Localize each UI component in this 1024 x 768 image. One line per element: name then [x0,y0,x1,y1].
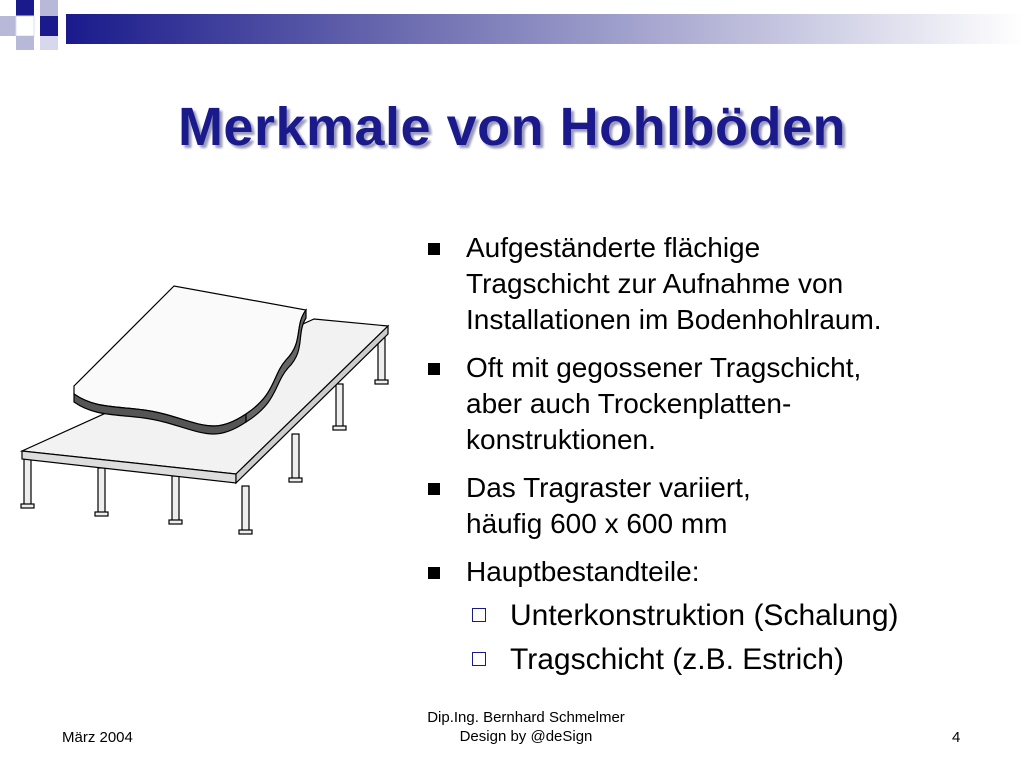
footer-page-number: 4 [952,729,961,746]
sub-bullet-text: Tragschicht (z.B. Estrich) [510,643,844,676]
bullet-item [426,230,1006,338]
bullet-text: Aufgeständerte flächige Tragschicht zur Aufnahme von Installationen im Bodenhohlraum. [466,232,882,335]
bullet-text: Hauptbestandteile: [466,556,700,587]
sub-bullet-item [466,640,1006,680]
slide-title: Merkmale von Hohlböden [177,97,847,157]
deco-square-1 [16,0,34,16]
filled-square-icon [428,243,440,255]
bullet-text: Das Tragraster variiert, häufig 600 x 600 mm [466,472,751,539]
deco-square-3 [0,16,16,36]
deco-square-4 [16,16,34,36]
bullet-text: Oft mit gegossener Tragschicht, aber auch Trockenplatten- konstruktionen. [466,352,862,455]
deco-square-6 [16,36,34,50]
deco-square-7 [40,36,58,50]
deco-square-5 [40,16,58,36]
header-decoration [0,0,1024,56]
raised-floor-illustration [14,276,414,546]
filled-square-icon [428,567,440,579]
deco-square-2 [40,0,58,16]
hollow-square-icon [472,652,486,666]
sub-bullet-item [466,596,1006,636]
bullet-item [426,470,1006,542]
filled-square-icon [428,483,440,495]
footer-author-line2: Design by @deSign [459,728,593,745]
sub-bullet-list [466,596,1006,680]
footer-date: März 2004 [62,729,133,746]
filled-square-icon [428,363,440,375]
bullet-item [426,554,1006,680]
sub-bullet-text: Unterkonstruktion (Schalung) [510,599,899,632]
bullet-list [426,230,1006,692]
footer-author [356,708,696,746]
footer-author-line1: Dip.Ing. Bernhard Schmelmer [427,709,625,726]
bullet-item [426,350,1006,458]
hollow-square-icon [472,608,486,622]
